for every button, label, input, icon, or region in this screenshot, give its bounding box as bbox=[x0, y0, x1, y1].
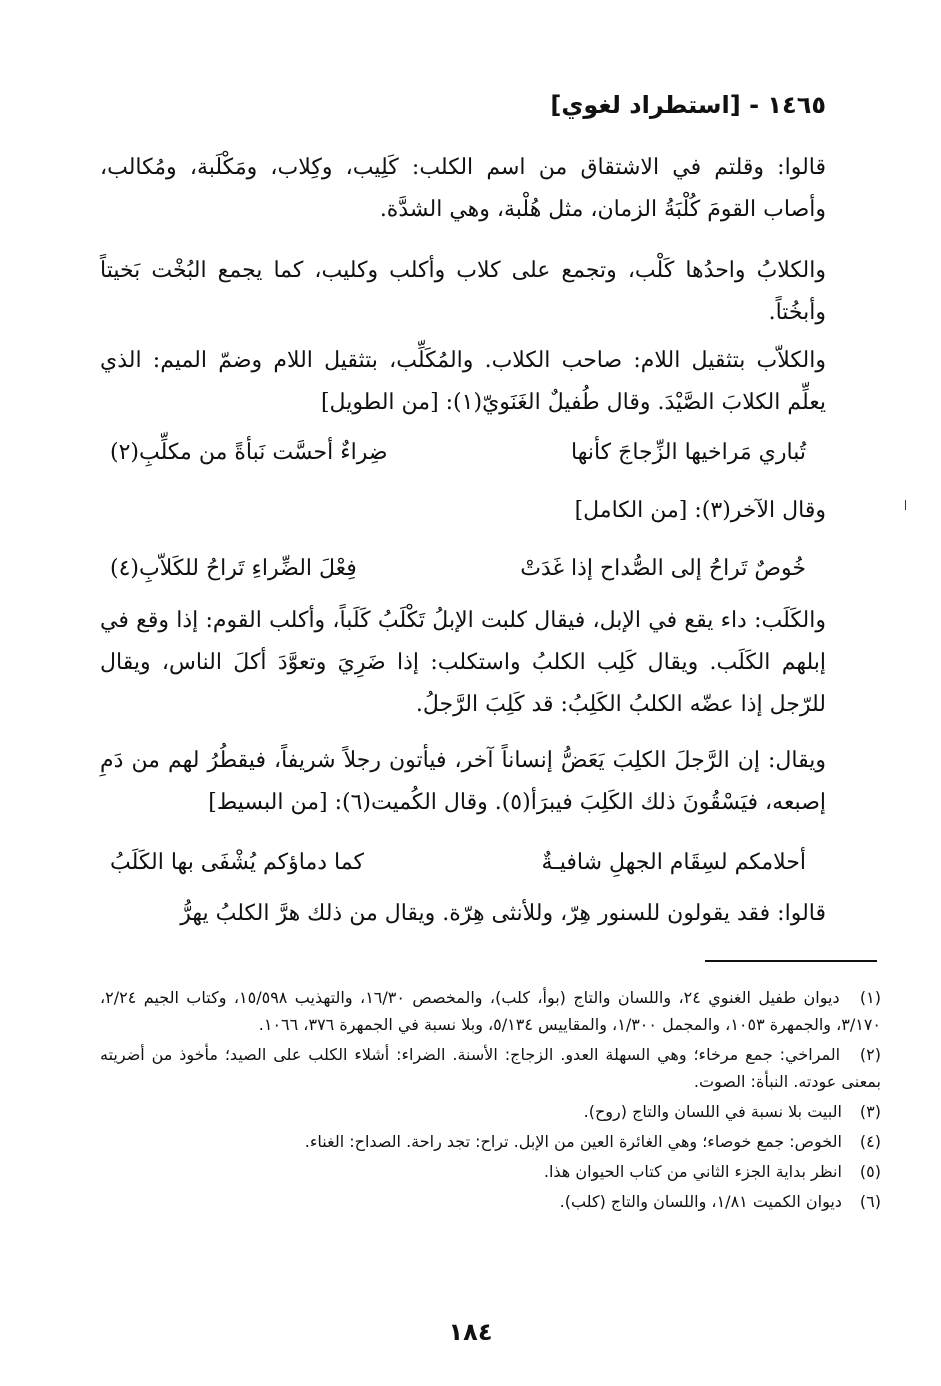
verse-2 bbox=[100, 548, 826, 590]
margin-mark bbox=[905, 500, 908, 510]
verse-1-second-hemistich: ضِراءٌ أحسَّت نَبأةً من مكلِّبِ(٢) bbox=[110, 440, 388, 465]
footnote-number: (٥) bbox=[859, 1162, 881, 1181]
footnote-number: (١) bbox=[859, 988, 882, 1007]
paragraph-2: والكلابُ واحدُها كَلْب، وتجمع على كلاب وأكلب وكليب، كما يجمع البُخْت بَخيتاً وأبخُتاً. bbox=[100, 258, 826, 325]
paragraph-7: قالوا: فقد يقولون للسنور هِرّ، وللأنثى هِرّة. ويقال من ذلك هرَّ الكلبُ يهرُّ bbox=[180, 901, 826, 926]
footnote-text: البيت بلا نسبة في اللسان والتاج (روح). bbox=[583, 1102, 842, 1121]
paragraph-3: والكلاّب بتثقيل اللام: صاحب الكلاب. والمُكَلِّب، بتثقيل اللام وضمّ الميم: الذي يعلِّم الكلابَ الصَّيْدَ. وقال طُفيلٌ الغَنَويّ(١): [من الطويل] bbox=[100, 348, 826, 415]
verse-1-first-hemistich: تُباري مَراخيها الزِّجاجَ كأنها bbox=[570, 440, 806, 465]
section-heading: ١٤٦٥ - [استطراد لغوي] bbox=[550, 91, 826, 119]
footnote-text: ديوان طفيل الغنوي ٢٤، واللسان والتاج (بوأ، كلب)، والمخصص ١٦/٣٠، والتهذيب ١٥/٥٩٨، وكتاب الجيم ٢/٢٤، ٣/١٧٠، والجمهرة ١٠٥٣، والمجمل ١/٣٠٠، والمقاييس ٥/١٣٤، وبلا نسبة في الجمهرة ٣٧٦، ١٠٦٦. bbox=[100, 988, 881, 1034]
verse-3-second-hemistich: كما دماؤكم يُشْفَى بها الكَلَبُ bbox=[110, 850, 364, 875]
footnote-number: (٤) bbox=[859, 1132, 881, 1151]
page-number: ١٨٤ bbox=[448, 1318, 493, 1346]
footnote bbox=[100, 1158, 881, 1185]
footnote bbox=[100, 984, 881, 1038]
footnotes bbox=[100, 984, 881, 1215]
footnote bbox=[100, 1188, 881, 1215]
footnote-text: المراخي: جمع مرخاء؛ وهي السهلة العدو. الزجاج: الأسنة. الضراء: أشلاء الكلب على الصيد؛ مأخوذ من أضريته بمعنى عودته. النبأة: الصوت. bbox=[100, 1045, 881, 1091]
footnote-text: الخوص: جمع خوصاء؛ وهي الغائرة العين من الإبل. تراح: تجد راحة. الصداح: الغناء. bbox=[304, 1132, 842, 1151]
footnote-text: انظر بداية الجزء الثاني من كتاب الحيوان هذا. bbox=[543, 1162, 842, 1181]
footnote bbox=[100, 1128, 881, 1155]
verse-2-second-hemistich: فِعْلَ الضِّراءِ تَراحُ للكَلاّبِ(٤) bbox=[110, 556, 357, 581]
paragraph-4: وقال الآخر(٣): [من الكامل] bbox=[574, 498, 826, 523]
verse-1 bbox=[100, 432, 826, 474]
footnote bbox=[100, 1098, 881, 1125]
footnote bbox=[100, 1041, 881, 1095]
paragraph-5: والكَلَب: داء يقع في الإبل، فيقال كلبت الإبلُ تَكْلَبُ كَلَباً، وأكلب القوم: إذا وقع في إبلهم الكَلَب. ويقال كَلِب الكلبُ واستكلب: إذا ضَرِيَ وتعوَّدَ أكلَ الناس، ويقال للرّجل إذا عضّه الكلبُ الكَلِبُ: قد كَلِبَ الرَّجلُ. bbox=[100, 608, 826, 717]
footnote-separator bbox=[705, 960, 877, 962]
paragraph-6: ويقال: إن الرَّجلَ الكلِبَ يَعَضُّ إنساناً آخر، فيأتون رجلاً شريفاً، فيقطُرُ لهم من دَمِ إصبعه، فيَسْقُونَ ذلك الكَلِبَ فيبرَأ(٥). وقال الكُميت(٦): [من البسيط] bbox=[100, 748, 826, 815]
verse-3 bbox=[100, 842, 826, 884]
footnote-number: (٣) bbox=[859, 1102, 881, 1121]
verse-3-first-hemistich: أحلامكم لسِقَام الجهلِ شافيـةٌ bbox=[541, 850, 806, 875]
footnote-text: ديوان الكميت ١/٨١، واللسان والتاج (كلب). bbox=[559, 1192, 842, 1211]
paragraph-1: قالوا: وقلتم في الاشتقاق من اسم الكلب: كَلِيب، وكِلاب، ومَكْلَبة، ومُكالب، وأصاب القومَ كُلْبَةُ الزمان، مثل هُلْبة، وهي الشدَّة. bbox=[100, 155, 826, 222]
footnote-number: (٢) bbox=[859, 1045, 881, 1064]
verse-2-first-hemistich: خُوصٌ تَراحُ إلى الصُّداح إذا غَدَتْ bbox=[520, 556, 806, 581]
footnote-number: (٦) bbox=[859, 1192, 881, 1211]
